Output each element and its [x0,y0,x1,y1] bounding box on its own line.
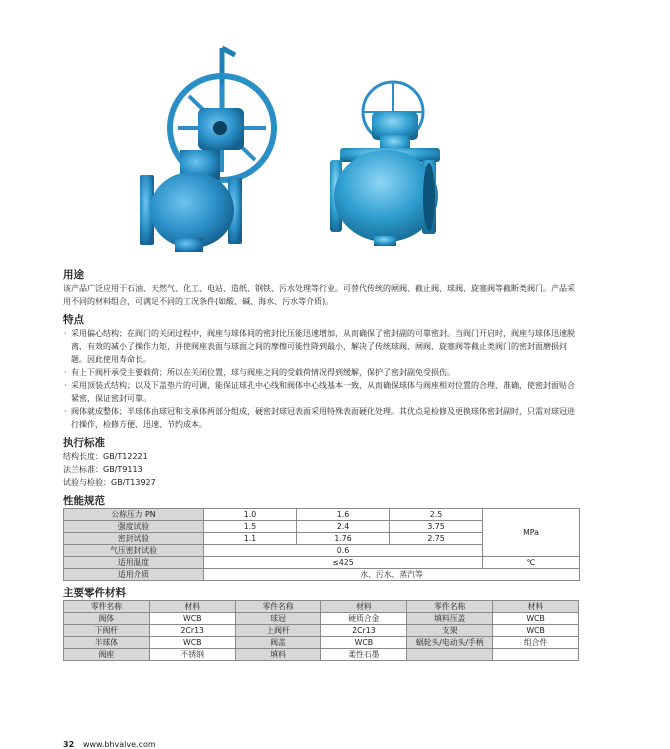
features-list [63,327,579,431]
performance-table [63,508,580,581]
table-row [64,509,580,521]
part-cell: 阀体 [64,613,150,625]
header-cell: 零件名称 [64,601,150,613]
part-cell: 半球体 [64,637,150,649]
materials-title: 主要零件材料 [63,587,126,599]
feature-item: · 采用偏心结构；在阀门的关闭过程中，阀座与球体间的密封比压能迅速增加，从而确保了密封副的可靠密封。当阀门开启时，阀座与球体迅速脱离，有效的减小了操作力矩，并使阀座表面与球面之间的摩擦可能性降到最小，解决了传统球阀、闸阀、旋塞阀等截止类阀门的密封面磨损问题。因此使用寿命长。 [63,327,579,366]
standard-line: 试验与检验：GB/T13927 [63,478,156,487]
material-cell: 硬质合金 [321,613,407,625]
value-cell: 2.4 [297,521,390,533]
feature-item: · 阀体就成整体；半球体由球冠和支承体两部分组成，硬密封球冠表面采用特殊表面硬化处理。其优点是检修及更换球体密封副时，只需对球冠进行操作，检修方便、迅速、节约成本。 [63,405,579,431]
usage-text: 该产品广泛应用于石油、天然气、化工、电站、造纸、钢铁、污水处理等行业。可替代传统的闸阀、截止阀、球阀、旋塞阀等截断类阀门。产品采用不同的材料组合，可满足不同的工况条件(如酸、碱、海水、污水等介质)。 [63,284,575,306]
label-cell: 强度试验 [64,521,204,533]
material-cell: WCB [321,637,407,649]
page-number: 32 [63,740,75,749]
material-cell [493,649,579,661]
valve-photo-left [140,48,274,252]
label-cell: 适用介质 [64,569,204,581]
value-cell: 3.75 [390,521,483,533]
value-cell: 2.75 [390,533,483,545]
table-row [64,569,580,581]
header-cell: 材料 [321,601,407,613]
value-cell: 1.6 [297,509,390,521]
header-cell: 材料 [149,601,235,613]
table-header-row [64,601,579,613]
value-cell: ≤425 [204,557,483,569]
unit-cell: ℃ [483,557,580,569]
product-photos [0,0,670,265]
value-cell: 0.6 [204,545,483,557]
table-row [64,649,579,661]
label-cell: 公称压力 PN [64,509,204,521]
unit-cell: MPa [483,509,580,557]
material-cell: WCB [149,613,235,625]
usage-section [63,268,579,308]
materials-table [63,600,579,661]
value-cell: 水、污水、蒸汽等 [204,569,580,581]
standards-title: 执行标准 [63,437,105,449]
usage-title: 用途 [63,269,84,281]
part-cell [407,649,493,661]
features-section [63,313,579,431]
part-cell: 下阀杆 [64,625,150,637]
header-cell: 零件名称 [235,601,321,613]
standards-section [63,436,579,489]
part-cell: 上阀杆 [235,625,321,637]
material-cell: 2Cr13 [321,625,407,637]
spec-content [63,268,579,661]
value-cell: 1.0 [204,509,297,521]
value-cell: 1.76 [297,533,390,545]
material-cell: WCB [149,637,235,649]
material-cell: 不锈钢 [149,649,235,661]
label-cell: 密封试验 [64,533,204,545]
table-row [64,613,579,625]
value-cell: 1.1 [204,533,297,545]
performance-section [63,494,579,581]
value-cell: 1.5 [204,521,297,533]
part-cell: 蜗轮头/电动头/手柄 [407,637,493,649]
valve-photo-right [330,82,440,246]
header-cell: 零件名称 [407,601,493,613]
standard-line: 法兰标准：GB/T9113 [63,465,143,474]
standard-line: 结构长度：GB/T12221 [63,452,148,461]
part-cell: 阀座 [64,649,150,661]
table-row [64,637,579,649]
features-title: 特点 [63,314,84,326]
value-cell: 2.5 [390,509,483,521]
table-row [64,625,579,637]
material-cell: 柔性石墨 [321,649,407,661]
feature-item: · 有上下阀杆承受主要载荷；所以在关闭位置，球与阀座之间的受载荷情况得到缓解，保护了密封副免受损伤。 [63,366,579,379]
material-cell: WCB [493,613,579,625]
material-cell: WCB [493,625,579,637]
part-cell: 填料压盖 [407,613,493,625]
label-cell: 适用温度 [64,557,204,569]
material-cell: 2Cr13 [149,625,235,637]
header-cell: 材料 [493,601,579,613]
part-cell: 填料 [235,649,321,661]
part-cell: 支架 [407,625,493,637]
table-row [64,557,580,569]
performance-title: 性能规范 [63,495,105,507]
part-cell: 球冠 [235,613,321,625]
footer-url: www.bhvalve.com [82,740,156,749]
feature-item: · 采用顶装式结构；以及下盖垫片的可调，能保证球孔中心线和阀体中心线基本一致，从而确保球体与阀座相对位置的合理、准确，使密封面贴合紧密，保证密封可靠。 [63,379,579,405]
label-cell: 气压密封试验 [64,545,204,557]
material-cell: 组合件 [493,637,579,649]
part-cell: 阀盖 [235,637,321,649]
materials-section [63,586,579,661]
